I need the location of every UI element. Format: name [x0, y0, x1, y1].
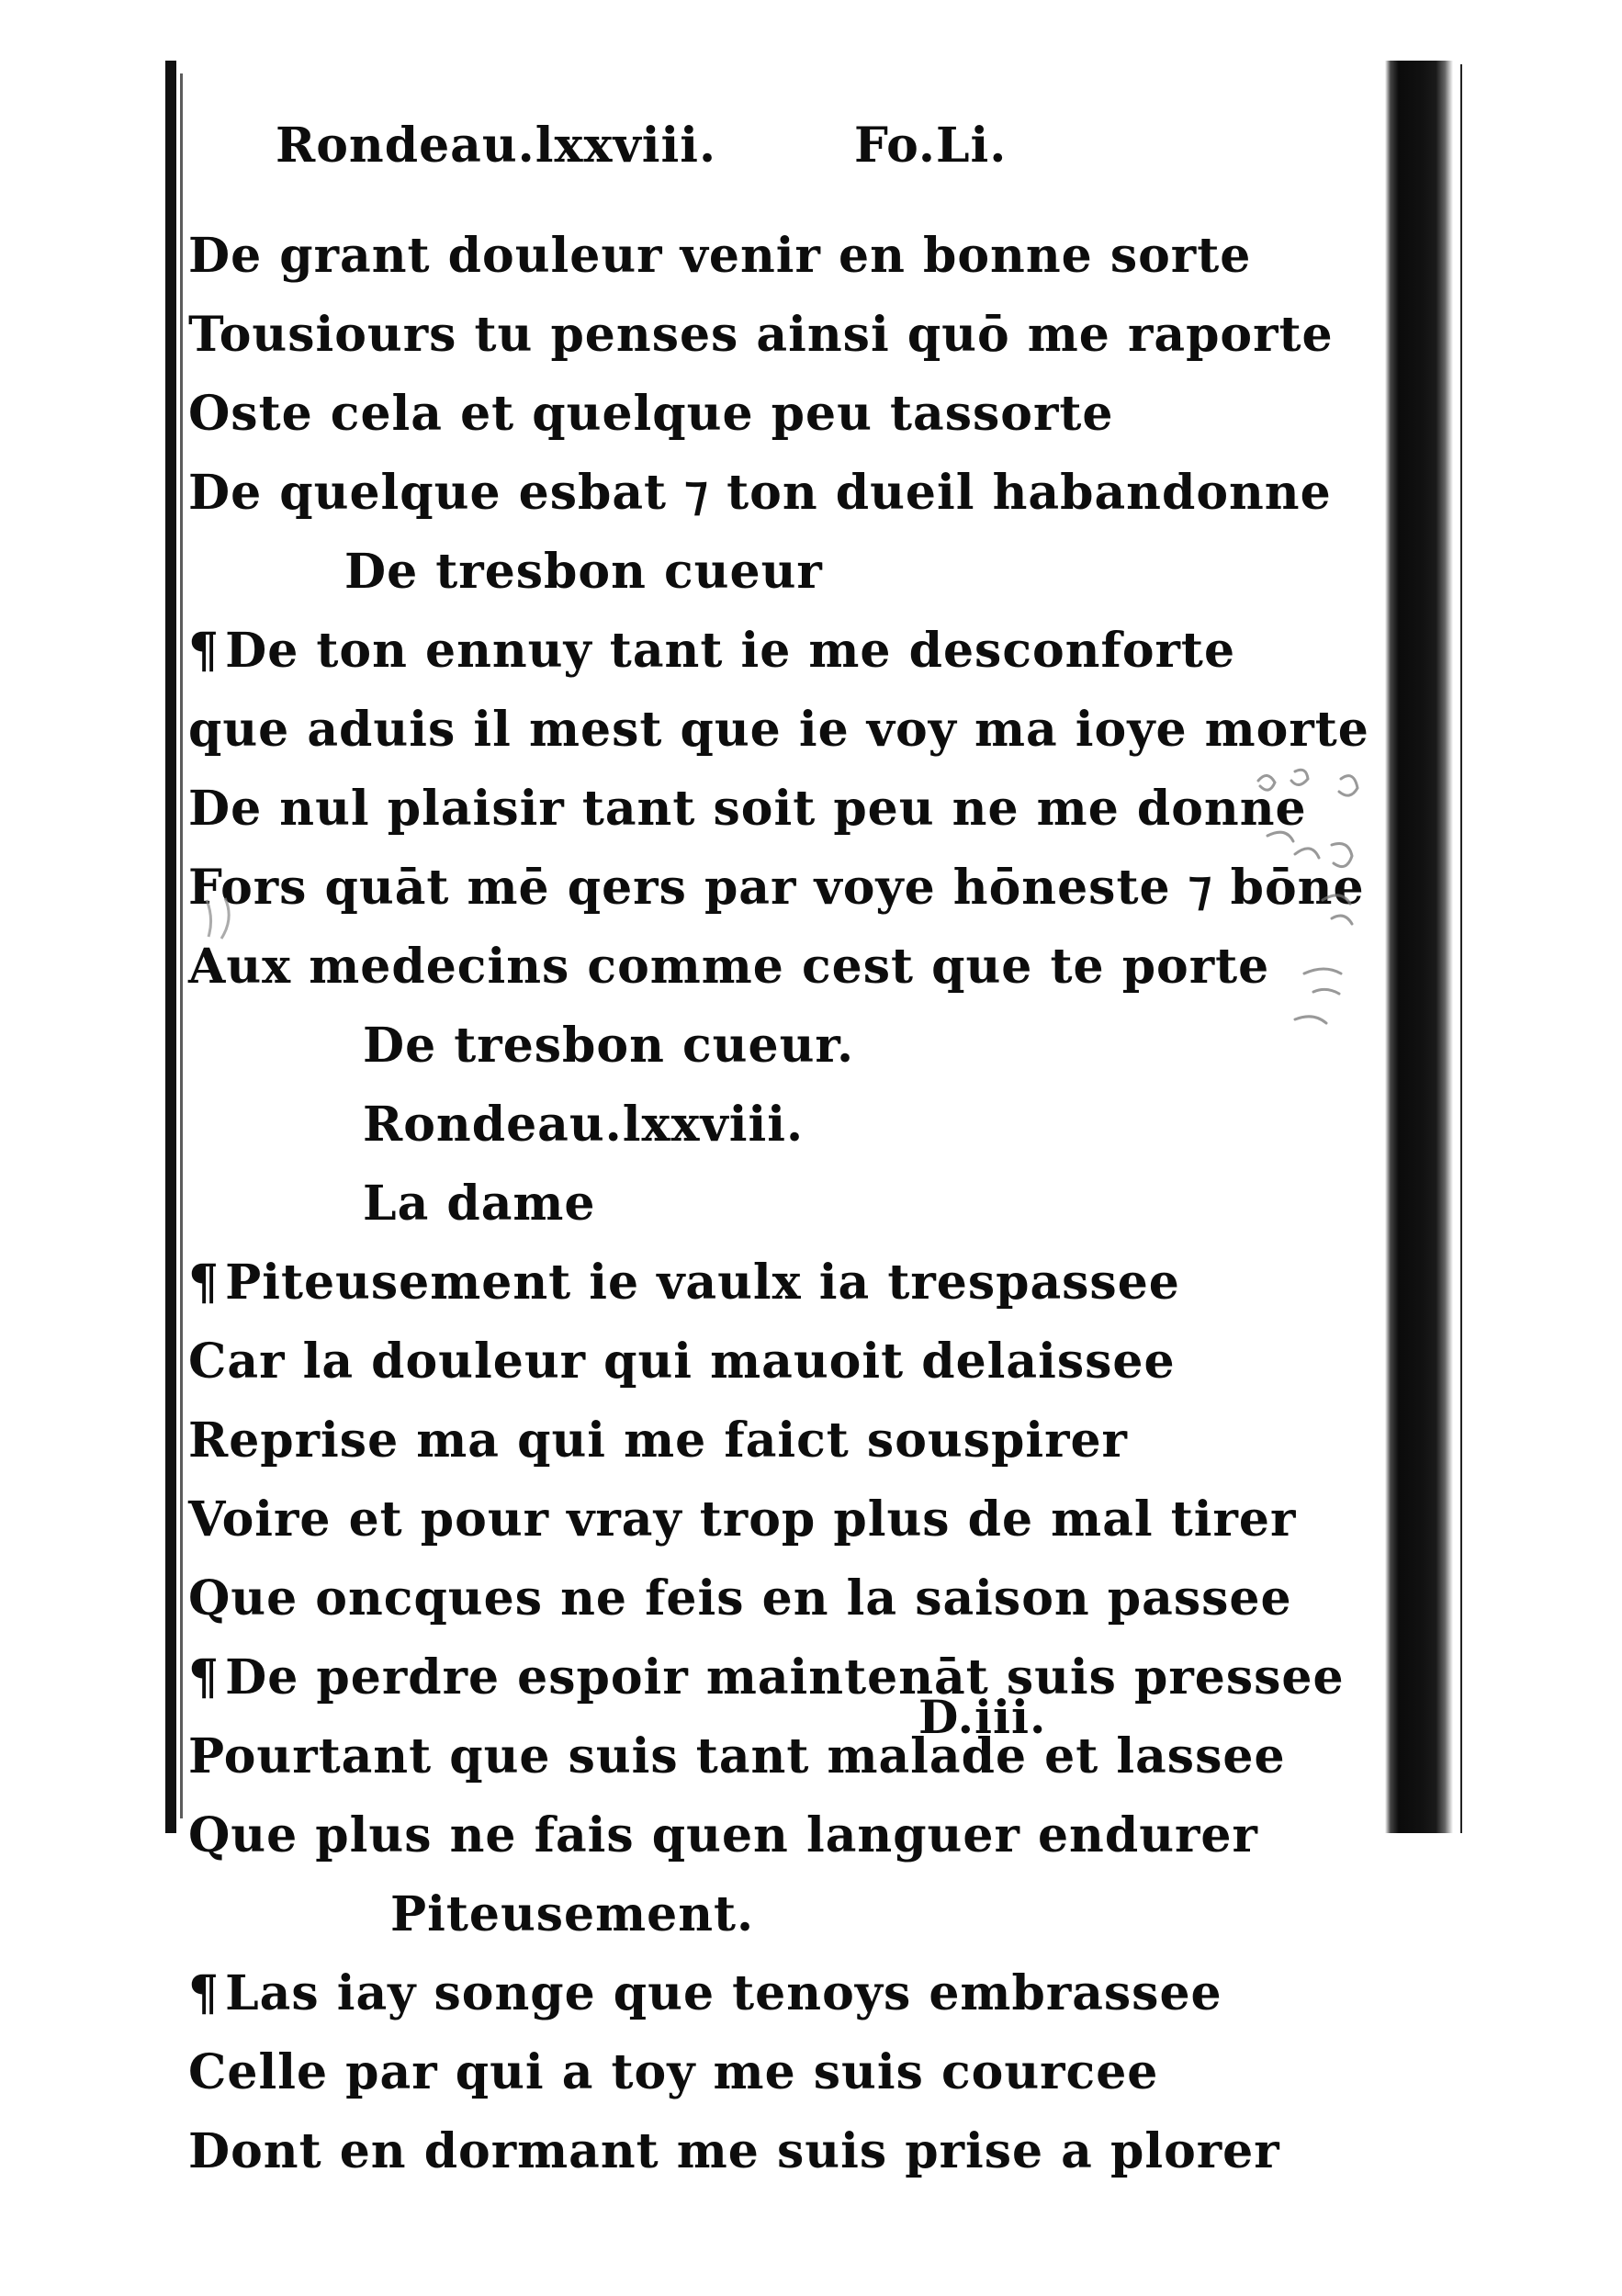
- text-line-content: que aduis il mest que ie voy ma ioye morte: [188, 702, 1369, 758]
- text-line-content: Aux medecins comme cest que te porte: [188, 939, 1270, 995]
- page-header: [276, 118, 1102, 182]
- text-line-content: De grant douleur venir en bonne sorte: [188, 228, 1252, 284]
- text-line: [188, 1717, 1286, 1796]
- text-line-content: Piteusement ie vaulx ia trespassee: [225, 1255, 1180, 1311]
- text-line: [188, 1244, 1235, 1322]
- marginal-annotation-icon: [1231, 762, 1396, 1056]
- text-line-content: Reprise ma qui me faict souspirer: [188, 1412, 1128, 1469]
- text-line: [188, 1875, 1235, 1954]
- text-line-content: Dont en dormant me suis prise a plorer: [188, 2123, 1280, 2179]
- text-line: [188, 1954, 1235, 2033]
- text-line-content: De quelque esbat ⁊ ton dueil habandonne: [188, 465, 1332, 521]
- text-line-content: Piteusement.: [390, 1886, 755, 1942]
- text-line: [188, 1165, 1235, 1244]
- marginal-stroke-icon: [197, 882, 253, 955]
- text-line: [188, 296, 1334, 375]
- text-line-content: Car la douleur qui mauoit delaissee: [188, 1334, 1176, 1390]
- text-line: [188, 454, 1332, 533]
- text-line: [188, 1401, 1235, 1480]
- text-line: [188, 1007, 1235, 1086]
- text-line-content: Fors quāt mē qers par voye hōneste ⁊ bōne: [188, 860, 1365, 916]
- text-line-content: Tousiours tu penses ainsi quō me raporte: [188, 307, 1334, 363]
- text-line: [188, 533, 1235, 612]
- text-line: [188, 1796, 1258, 1875]
- text-line: [188, 1086, 1235, 1165]
- text-line: [188, 770, 1307, 849]
- pilcrow-icon: ¶: [188, 1255, 220, 1311]
- text-line: [188, 928, 1270, 1007]
- text-line: [188, 612, 1235, 691]
- text-line-content: Que plus ne fais quen languer endurer: [188, 1807, 1258, 1863]
- text-line-content: De tresbon cueur: [344, 544, 823, 600]
- text-line-content: Oste cela et quelque peu tassorte: [188, 386, 1114, 442]
- running-title: Rondeau.lxxviii.: [276, 118, 717, 174]
- text-line: [188, 375, 1235, 454]
- poem-text: [188, 217, 1369, 2191]
- text-line-content: Celle par qui a toy me suis courcee: [188, 2044, 1159, 2100]
- signature-mark: D.iii.: [918, 1690, 1047, 1744]
- text-line-content: De tresbon cueur.: [363, 1018, 855, 1074]
- page-right-rule: [1460, 64, 1462, 1833]
- text-line-content: De nul plaisir tant soit peu ne me donne: [188, 781, 1307, 837]
- page-left-rule: [180, 73, 183, 1818]
- text-line: [188, 1638, 1345, 1717]
- text-line: [188, 691, 1369, 770]
- text-line-content: Rondeau.lxxviii.: [363, 1097, 805, 1153]
- pilcrow-icon: ¶: [188, 623, 220, 679]
- text-line-content: De ton ennuy tant ie me desconforte: [225, 623, 1236, 679]
- text-line: [188, 217, 1252, 296]
- text-line: [188, 2033, 1235, 2112]
- text-line: [188, 1559, 1292, 1638]
- folio-number: Fo.Li.: [854, 118, 1008, 174]
- text-line-content: Que oncques ne feis en la saison passee: [188, 1570, 1292, 1626]
- page-left-edge: [165, 61, 176, 1833]
- text-line-content: La dame: [363, 1176, 596, 1232]
- text-line-content: Las iay songe que tenoys embrassee: [225, 1965, 1222, 2021]
- text-line: [188, 2112, 1280, 2191]
- text-line-content: Voire et pour vray trop plus de mal tirer: [188, 1491, 1297, 1548]
- text-line-content: Pourtant que suis tant malade et lassee: [188, 1728, 1286, 1784]
- text-line: [188, 1322, 1235, 1401]
- pilcrow-icon: ¶: [188, 1965, 220, 2021]
- text-line: [188, 1480, 1297, 1559]
- text-line: [188, 849, 1365, 928]
- text-line-content: De perdre espoir maintenāt suis pressee: [225, 1649, 1345, 1705]
- pilcrow-icon: ¶: [188, 1649, 220, 1705]
